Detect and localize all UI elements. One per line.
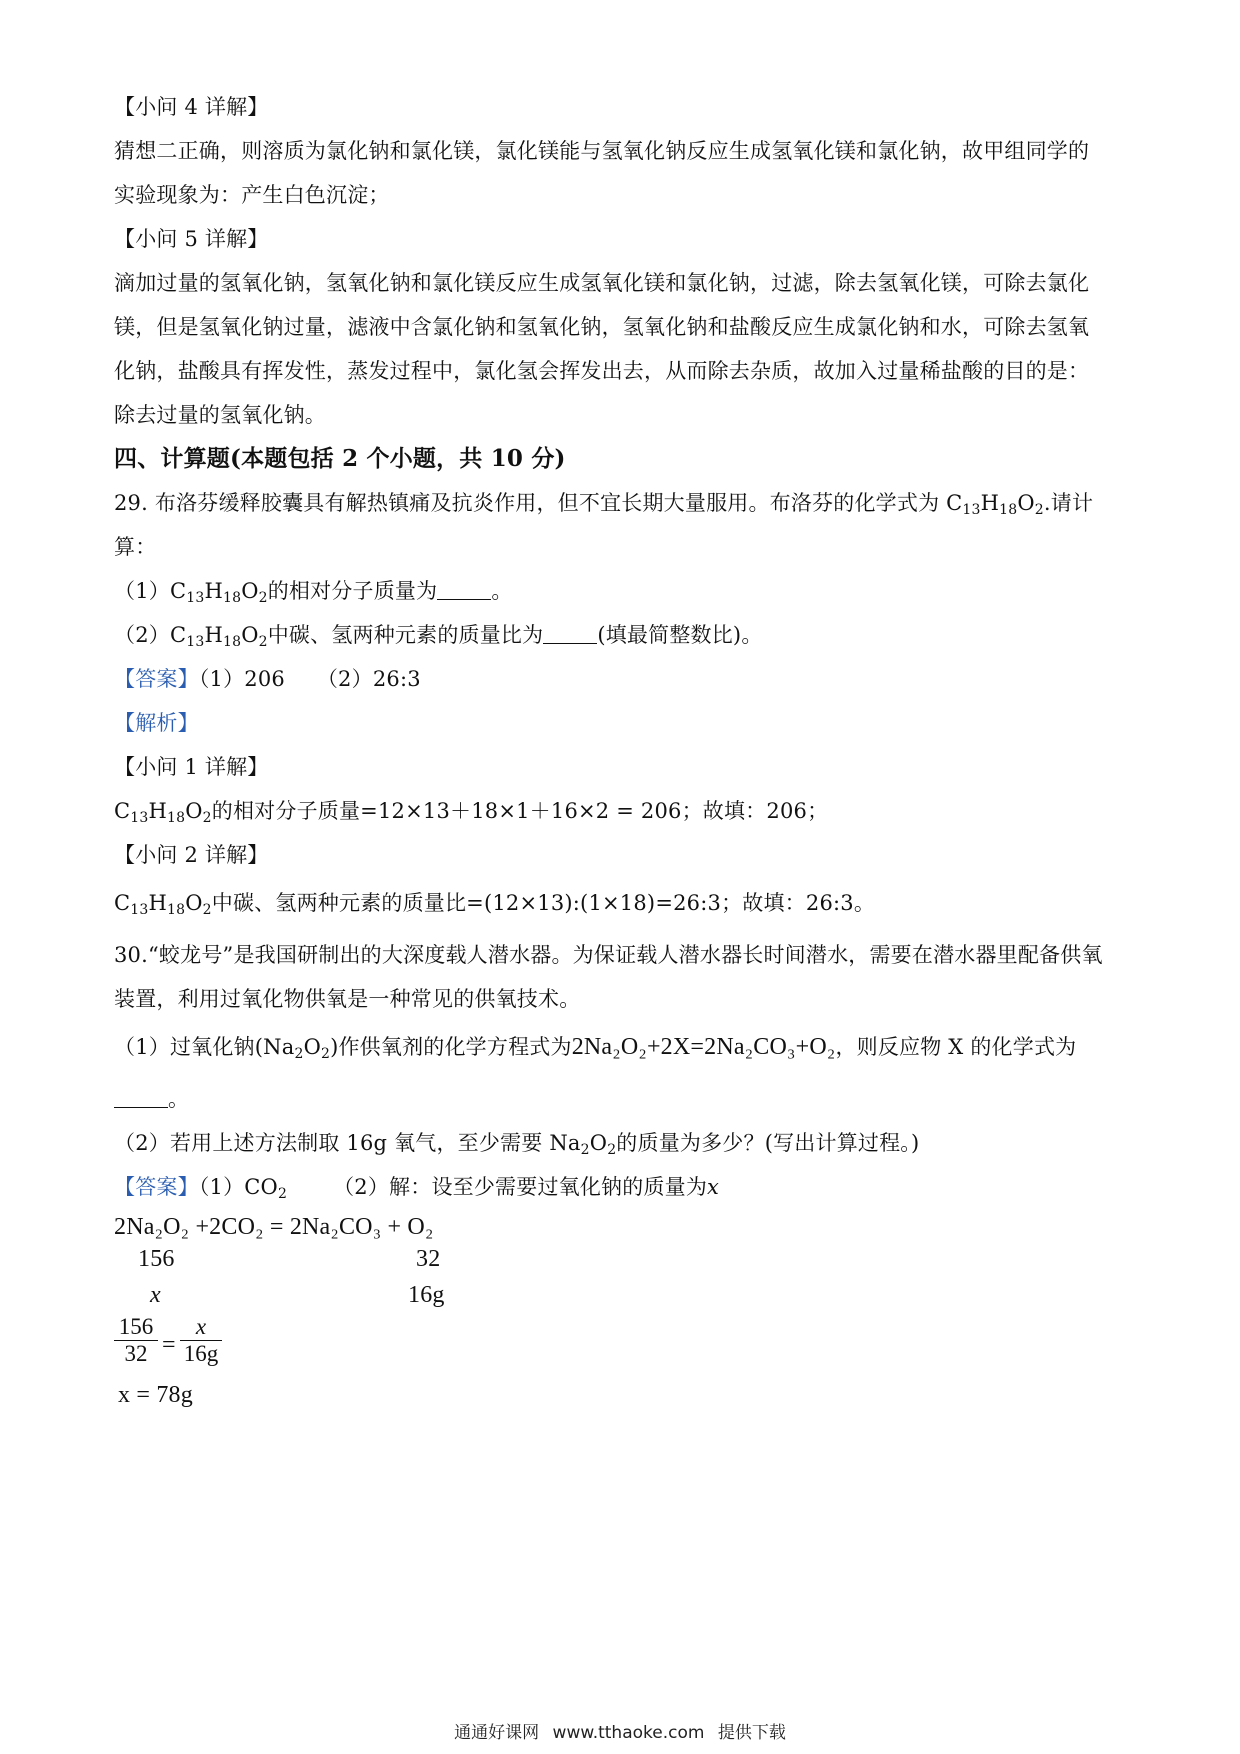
calc-unknown: x: [150, 1282, 161, 1308]
sub4-paragraph-line2: 实验现象为：产生白色沉淀；: [114, 183, 390, 207]
calc-molar-mass-na2o2: 156: [138, 1246, 175, 1272]
chemical-equation: 2Na₂O₂+2X=2Na₂CO₃+O₂: [571, 1034, 836, 1060]
sub5-paragraph-line4: 除去过量的氢氧化钠。: [114, 403, 326, 427]
q29-sub1-header: 【小问 1 详解】: [114, 755, 269, 779]
sub5-paragraph-line3: 化钠，盐酸具有挥发性，蒸发过程中，氯化氢会挥发出去，从而除去杂质，故加入过量稀盐酸的目的是：: [114, 359, 1090, 383]
calc-result: x = 78g: [118, 1382, 193, 1408]
fraction-left: 156 32: [114, 1314, 158, 1367]
fraction-right: x 16g: [180, 1314, 222, 1367]
footer-site-name: 通通好课网: [454, 1723, 540, 1743]
q29-part2: $(2)C_{13}H_{18}O_2$中碳、氢两种元素的质量比为 (填最简整数比)。: [114, 623, 763, 650]
q29-part1: $(1)C_{13}H_{18}O_2$的相对分子质量为 。: [114, 579, 513, 606]
fraction-equals: =: [162, 1332, 176, 1358]
footer-action: 提供下载: [717, 1723, 786, 1743]
q30-answer: 【答案】$(1)CO_2$ （2）解：设至少需要过氧化钠的质量为x: [114, 1175, 720, 1202]
q30-stem-line1: 30.“蛟龙号”是我国研制出的大深度载人潜水器。为保证载人潜水器长时间潜水，需要在潜水器里配备供氧: [114, 943, 1103, 967]
sub5-paragraph-line2: 镁，但是氢氧化钠过量，滤液中含氯化钠和氢氧化钠，氢氧化钠和盐酸反应生成氯化钠和水，可除去氢氧: [114, 315, 1090, 339]
q29-stem-line2: 算：: [114, 535, 157, 559]
q30-part1-blank: 。: [114, 1084, 1130, 1114]
answer-blank: [437, 579, 491, 600]
q29-sub2-text: $C_{13}H_{18}O_2$中碳、氢两种元素的质量比=(12×13):(1×18)=26:3；故填：26:3。: [114, 891, 876, 918]
q29-sub2-header: 【小问 2 详解】: [114, 843, 269, 867]
calc-molar-mass-o2: 32: [416, 1246, 441, 1272]
q29-sub1-text: $C_{13}H_{18}O_2$的相对分子质量=12×13＋18×1＋16×2 = 206；故填：206；: [114, 799, 829, 826]
q30-stem-line2: 装置，利用过氧化物供氧是一种常见的供氧技术。: [114, 987, 581, 1011]
answer-blank: [114, 1087, 168, 1108]
q29-analysis-label: 【解析】: [114, 711, 199, 735]
sub5-header: 【小问 5 详解】: [114, 227, 269, 251]
section-title: 四、计算题(本题包括 2 个小题，共 10 分): [114, 445, 566, 472]
answer-label: 【答案】: [114, 1175, 199, 1199]
page-footer: [0, 1718, 1240, 1743]
q29-stem-line1: 29. 布洛芬缓释胶囊具有解热镇痛及抗炎作用，但不宜长期大量服用。布洛芬的化学式为 $C_{13}H_{18}O_2$.请计: [114, 491, 1094, 518]
answer-blank: [543, 623, 597, 644]
sub5-paragraph-line1: 滴加过量的氢氧化钠，氢氧化钠和氯化镁反应生成氢氧化镁和氯化钠，过滤，除去氢氧化镁，可除去氯化: [114, 271, 1090, 295]
q29-answer: 【答案】（1）206 （2）26:3: [114, 667, 421, 691]
calc-equation: 2Na₂O₂ +2CO₂ = 2Na₂CO₃ + O₂: [114, 1214, 434, 1240]
sub4-header: 【小问 4 详解】: [114, 95, 269, 119]
sub4-paragraph-line1: 猜想二正确，则溶质为氯化钠和氯化镁，氯化镁能与氢氧化钠反应生成氢氧化镁和氯化钠，故甲组同学的: [114, 139, 1090, 163]
footer-url[interactable]: www.tthaoke.com: [552, 1723, 705, 1743]
answer-label: 【答案】: [114, 667, 199, 691]
q30-part1: （1）过氧化钠$(Na_2O_2)$作供氧剂的化学方程式为2Na₂O₂+2X=2Na₂CO₃+O₂，则反应物 X 的化学式为: [114, 1034, 1077, 1062]
q30-part2: （2）若用上述方法制取 16g 氧气，至少需要 $Na_2O_2$的质量为多少？(写出计算过程。): [114, 1131, 920, 1158]
calc-given-mass: 16g: [408, 1282, 445, 1308]
